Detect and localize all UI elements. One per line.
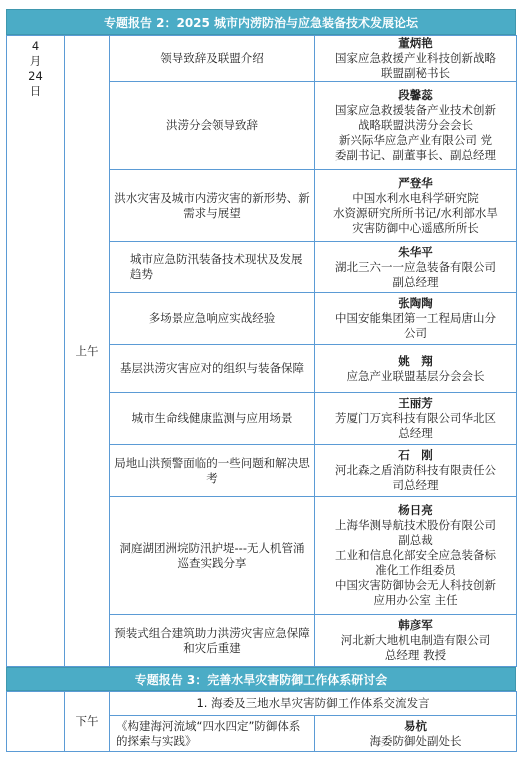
speaker-cell [315, 36, 517, 82]
speaker-org-line: 中国水利水电科学研究院 [352, 190, 479, 205]
speaker-org-line: 战略联盟洪涝分会会长 [358, 118, 473, 132]
speaker-org-line: 准化工作组委员 [375, 563, 456, 577]
speaker-name: 易杭 [404, 718, 427, 733]
speaker-org-line: 总经理 教授 [384, 648, 447, 662]
speaker-org-line: 河北森之盾消防科技有限责任公 [335, 463, 496, 477]
speaker-cell [315, 170, 517, 242]
agenda-sheet [6, 9, 516, 752]
agenda-row [7, 36, 517, 82]
date-month-number: 4 [31, 39, 40, 53]
agenda-topic: 城市生命线健康监测与应用场景 [110, 393, 315, 445]
speaker-org-line: 工业和信息化部安全应急装备标 [335, 548, 496, 562]
exchange-item: 1. 海委及三地水旱灾害防御工作体系交流发言 [110, 692, 517, 716]
speaker-name: 朱华平 [398, 244, 433, 259]
speaker-org-line: 司总经理 [392, 478, 439, 492]
speaker-cell [315, 716, 517, 752]
agenda-row [7, 692, 517, 716]
speaker-org-line: 应用办公室 主任 [373, 593, 458, 607]
period-cell-afternoon: 下午 [65, 692, 110, 752]
agenda-topic: 洞庭湖团洲垸防汛护堤---无人机管涌巡查实践分享 [110, 497, 315, 615]
speaker-name: 杨日亮 [398, 503, 433, 517]
report2-banner: 专题报告 2：2025 城市内涝防治与应急装备技术发展论坛 [6, 9, 516, 35]
agenda-topic: 城市应急防汛装备技术现状及发展趋势 [110, 242, 315, 293]
speaker-org-line: 应急产业联盟基层分会会长 [346, 368, 485, 383]
agenda-topic: 多场景应急响应实战经验 [110, 293, 315, 345]
speaker-org-line: 副总裁 [398, 533, 433, 547]
speaker-org-line: 灾害防御中心遥感所所长 [352, 220, 479, 235]
date-cell-empty [7, 692, 65, 752]
speaker-name: 段馨蕊 [398, 88, 433, 102]
speaker-name: 张陶陶 [398, 296, 433, 310]
speaker-cell [315, 242, 517, 293]
agenda-topic: 洪水灾害及城市内涝灾害的新形势、新需求与展望 [110, 170, 315, 242]
speaker-org-line: 国家应急救援装备产业技术创新 [335, 103, 496, 117]
speaker-org-line: 联盟副秘书长 [381, 66, 450, 80]
speaker-org-line: 芳厦门万宾科技有限公司华北区 [335, 411, 496, 425]
speaker-org-line: 委副书记、副董事长、副总经理 [335, 148, 496, 162]
date-day-number: 24 [28, 69, 43, 83]
speaker-name: 石 刚 [398, 448, 433, 462]
date-month-char: 月 [29, 54, 42, 68]
speaker-cell [315, 293, 517, 345]
agenda-topic: 基层洪涝灾害应对的组织与装备保障 [110, 345, 315, 393]
speaker-name: 韩彦军 [398, 618, 433, 632]
speaker-cell [315, 82, 517, 170]
speaker-org-line: 海委防御处副处长 [369, 733, 462, 748]
speaker-org-line: 水资源研究所所书记/水利部水旱 [333, 205, 498, 220]
speaker-name: 董炳艳 [398, 36, 433, 50]
speaker-org-line: 上海华测导航技术股份有限公司 [335, 518, 496, 532]
speaker-cell [315, 615, 517, 667]
speaker-cell [315, 345, 517, 393]
agenda-topic: 局地山洪预警面临的一些问题和解决思考 [110, 445, 315, 497]
speaker-org-line: 公司 [404, 326, 427, 340]
report3-table [6, 691, 517, 752]
speaker-org-line: 新兴际华应急产业有限公司 党 [338, 133, 493, 147]
agenda-topic: 预装式组合建筑助力洪涝灾害应急保障和灾后重建 [110, 615, 315, 667]
agenda-topic: 《构建海河流域“四水四定”防御体系的探索与实践》 [110, 716, 315, 752]
period-cell-morning: 上午 [65, 36, 110, 667]
report3-banner: 专题报告 3：完善水旱灾害防御工作体系研讨会 [6, 667, 516, 691]
speaker-cell [315, 497, 517, 615]
speaker-name: 王丽芳 [398, 396, 433, 410]
date-day-char: 日 [29, 84, 42, 98]
speaker-name: 严登华 [398, 175, 433, 190]
agenda-topic: 洪涝分会领导致辞 [110, 82, 315, 170]
speaker-org-line: 副总经理 [392, 274, 439, 289]
date-cell [7, 36, 65, 667]
speaker-org-line: 河北新大地机电制造有限公司 [340, 633, 491, 647]
speaker-org-line: 中国安能集团第一工程局唐山分 [335, 311, 496, 325]
speaker-org-line: 湖北三六一一应急装备有限公司 [335, 259, 496, 274]
speaker-cell [315, 393, 517, 445]
speaker-org-line: 国家应急救援产业科技创新战略 [335, 51, 496, 65]
speaker-name: 姚 翔 [398, 353, 433, 368]
agenda-topic: 领导致辞及联盟介绍 [110, 36, 315, 82]
speaker-cell [315, 445, 517, 497]
report2-table [6, 35, 517, 667]
speaker-org-line: 总经理 [398, 426, 433, 440]
speaker-org-line: 中国灾害防御协会无人科技创新 [335, 578, 496, 592]
